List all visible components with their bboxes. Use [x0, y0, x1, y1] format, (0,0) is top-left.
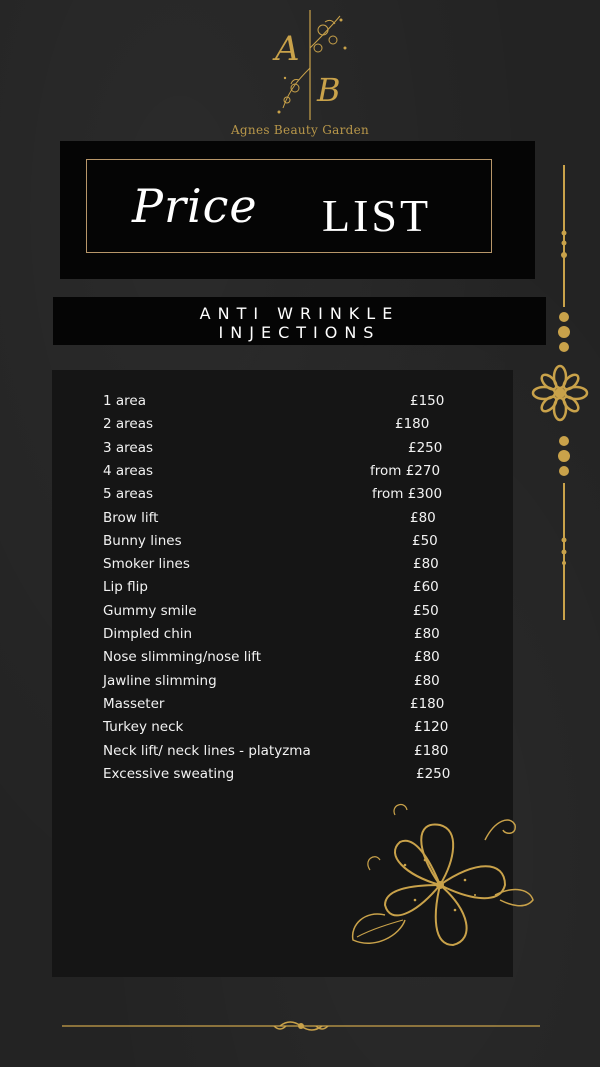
price-row	[52, 530, 513, 552]
price-row	[52, 460, 513, 482]
price-row	[52, 740, 513, 762]
price-row	[52, 600, 513, 622]
treatment-price: £80	[414, 649, 440, 666]
treatment-name: 2 areas	[103, 416, 154, 433]
treatment-price: £50	[412, 532, 438, 549]
treatment-price: £120	[414, 719, 449, 736]
treatment-name: Lip flip	[103, 579, 148, 596]
treatment-name: Masseter	[103, 695, 165, 712]
price-row	[52, 437, 513, 459]
treatment-price: £60	[413, 579, 439, 596]
price-row	[52, 693, 513, 715]
gold-floral-divider-icon	[530, 165, 600, 625]
treatment-name: Dimpled chin	[103, 626, 193, 642]
treatment-price: £150	[410, 393, 445, 409]
treatment-name: Brow lift	[103, 509, 159, 526]
treatment-price: from £270	[370, 462, 441, 479]
treatment-price: £50	[413, 602, 439, 619]
treatment-name: Gummy smile	[103, 602, 197, 619]
gold-frangipani-flower-icon	[345, 800, 540, 970]
treatment-price: £250	[416, 765, 451, 782]
treatment-name: Nose slimming/nose lift	[103, 649, 262, 666]
treatment-price: £250	[408, 439, 443, 456]
price-row	[52, 763, 513, 785]
monogram-left: A	[275, 29, 300, 69]
treatment-name: 3 areas	[103, 439, 154, 456]
brand-name: Agnes Beauty Garden	[230, 123, 370, 137]
price-row	[52, 483, 513, 505]
title-script: Price	[132, 179, 258, 233]
price-row	[52, 413, 513, 435]
price-row	[52, 716, 513, 738]
treatment-name: Jawline slimming	[103, 672, 217, 689]
title-banner	[60, 141, 535, 279]
section-heading-line-2: INJECTIONS	[218, 323, 381, 342]
treatment-name: 4 areas	[103, 462, 154, 479]
monogram-right: B	[317, 71, 341, 109]
section-heading	[53, 297, 546, 345]
treatment-price: from £300	[372, 486, 443, 503]
price-row	[52, 390, 513, 412]
treatment-name: 5 areas	[103, 486, 154, 503]
treatment-price: £180	[414, 742, 449, 759]
brand-logo-icon	[255, 8, 365, 126]
title-caps: LIST	[322, 190, 432, 241]
price-row	[52, 553, 513, 575]
treatment-price: £80	[413, 556, 439, 573]
treatment-name: Smoker lines	[103, 556, 190, 573]
treatment-price: £80	[410, 509, 436, 526]
price-row	[52, 623, 513, 645]
section-heading-line-1: ANTI WRINKLE	[199, 304, 400, 323]
treatment-name: Neck lift/ neck lines - platyzma	[103, 742, 311, 759]
treatment-price: £180	[395, 416, 430, 433]
treatment-name: 1 area	[103, 393, 146, 409]
treatment-price: £180	[410, 695, 445, 712]
price-row	[52, 646, 513, 668]
treatment-name: Turkey neck	[103, 719, 184, 736]
gold-ornamental-divider-icon	[62, 1016, 540, 1036]
price-row	[52, 507, 513, 529]
price-row	[52, 670, 513, 692]
treatment-price: £80	[414, 672, 440, 689]
price-row	[52, 576, 513, 598]
treatment-price: £80	[414, 626, 440, 642]
treatment-name: Bunny lines	[103, 532, 182, 549]
treatment-name: Excessive sweating	[103, 765, 235, 782]
